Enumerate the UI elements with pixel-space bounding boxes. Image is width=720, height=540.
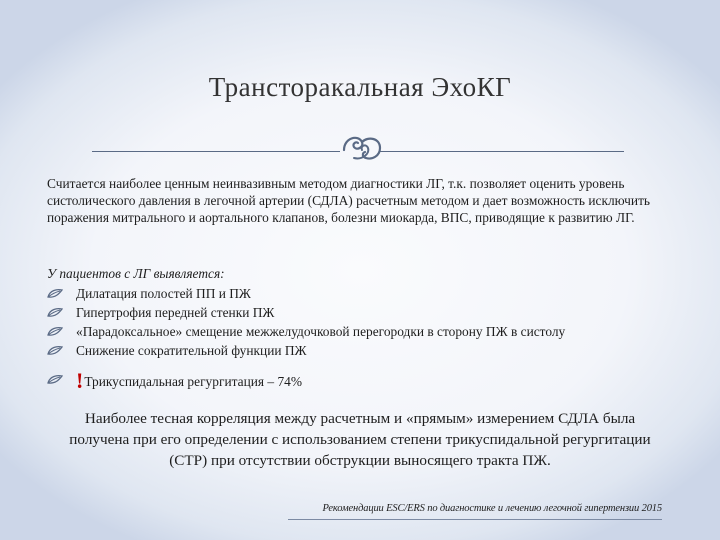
conclusion-line: получена при его определении с использованием степени трикуспидальной регургитации bbox=[69, 431, 651, 448]
finding-text: Снижение сократительной функции ПЖ bbox=[76, 343, 307, 358]
source-citation: Рекомендации ESC/ERS по диагностике и лечению легочной гипертензии 2015 bbox=[322, 503, 662, 514]
list-item bbox=[47, 322, 687, 341]
findings-list bbox=[47, 284, 687, 360]
findings-heading: У пациентов с ЛГ выявляется: bbox=[47, 266, 225, 281]
list-item bbox=[47, 284, 687, 303]
citation-underline bbox=[288, 519, 662, 520]
slide-title: Трансторакальная ЭхоКГ bbox=[208, 72, 512, 102]
finding-text: Дилатация полостей ПП и ПЖ bbox=[76, 286, 251, 301]
conclusion-line: Наиболее тесная корреляция между расчетным и «прямым» измерением СДЛА была bbox=[84, 410, 636, 427]
finding-text: «Парадоксальное» смещение межжелудочковой перегородки в сторону ПЖ в систолу bbox=[76, 324, 566, 339]
divider-right bbox=[380, 151, 624, 152]
leaf-bullet-icon bbox=[47, 326, 63, 337]
exclamation-mark: ! bbox=[76, 368, 84, 393]
highlight-item bbox=[47, 368, 302, 393]
intro-paragraph: Считается наиболее ценным неинвазивным методом диагностики ЛГ, т.к. позволяет оценить уровень систолического давления в легочной артерии (СДЛА) расчетным методом и дает возможность исключить поражения митрального и аортального клапанов, болезни миокарда, ВПС, приводящие к развитию ЛГ. bbox=[47, 176, 651, 225]
finding-text: Гипертрофия передней стенки ПЖ bbox=[76, 305, 275, 320]
divider-left bbox=[92, 151, 340, 152]
conclusion-paragraph bbox=[30, 408, 690, 471]
leaf-bullet-icon bbox=[47, 307, 63, 318]
list-item bbox=[47, 303, 687, 322]
highlight-text: Трикуспидальная регургитация – 74% bbox=[84, 374, 302, 389]
leaf-bullet-icon bbox=[47, 288, 63, 299]
scroll-ornament-icon bbox=[340, 128, 384, 168]
leaf-bullet-icon bbox=[47, 345, 63, 356]
conclusion-line: (СТР) при отсутствии обструкции выносящего тракта ПЖ. bbox=[169, 452, 551, 469]
leaf-bullet-icon bbox=[47, 374, 63, 385]
list-item bbox=[47, 341, 687, 360]
